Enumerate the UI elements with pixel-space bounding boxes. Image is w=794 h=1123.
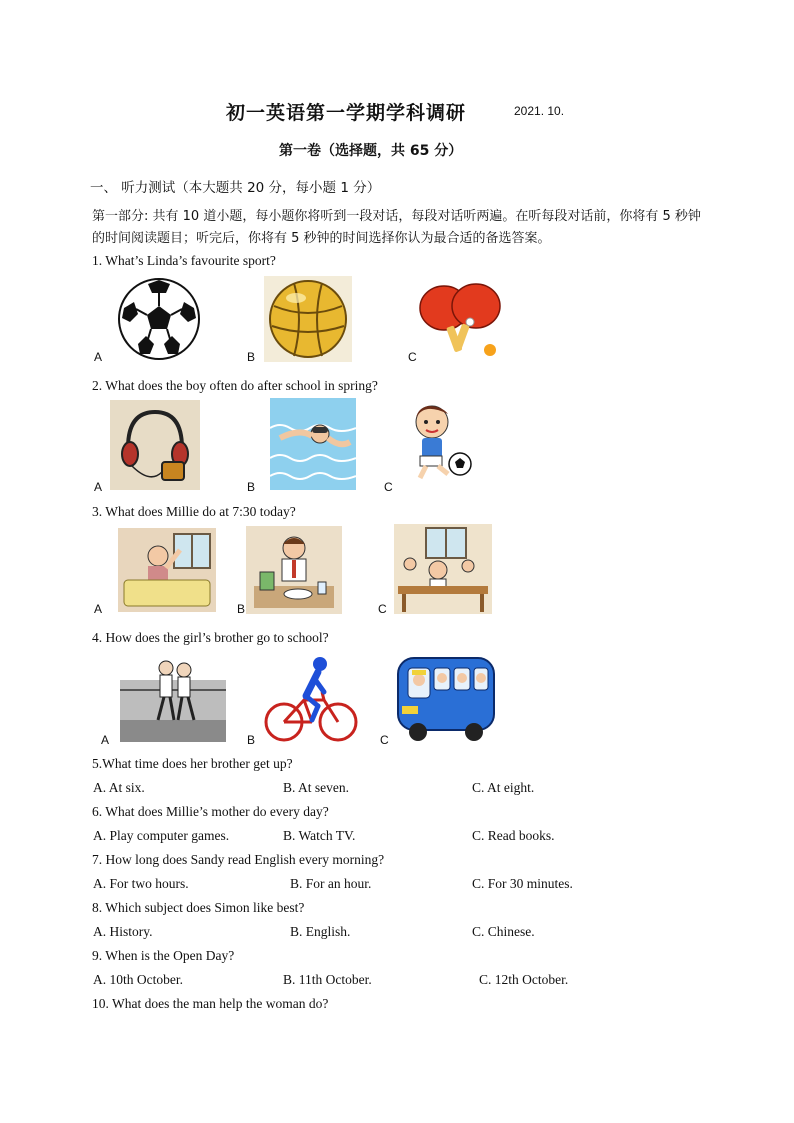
option-c: C. Read books. <box>472 828 555 843</box>
option-label-b: B <box>247 733 256 747</box>
option-a: A. Play computer games. <box>93 828 230 843</box>
bus-image <box>394 650 498 749</box>
waking-up-image <box>118 528 216 617</box>
option-c: C. Chinese. <box>472 924 535 939</box>
question-8: 8. Which subject does Simon like best? <box>92 900 305 915</box>
option-label-a: A <box>101 733 110 747</box>
option-b: B. At seven. <box>283 780 349 795</box>
option-label-c: C <box>408 350 417 364</box>
classroom-image <box>394 524 492 619</box>
swimming-image <box>270 398 356 495</box>
question-2: 2. What does the boy often do after school in spring? <box>92 378 378 393</box>
option-b: B. 11th October. <box>283 972 372 987</box>
question-10: 10. What does the man help the woman do? <box>92 996 329 1011</box>
option-label-c: C <box>378 602 387 616</box>
question-4: 4. How does the girl’s brother go to school? <box>92 630 329 645</box>
section-heading: 一、 听力测试（本大题共 20 分，每小题 1 分） <box>90 180 381 196</box>
table-tennis-image <box>414 280 506 365</box>
option-b: B. Watch TV. <box>283 828 356 843</box>
question-6: 6. What does Millie’s mother do every day? <box>92 804 329 819</box>
option-label-c: C <box>384 480 393 494</box>
walking-image <box>120 650 226 747</box>
option-c: C. 12th October. <box>479 972 569 987</box>
option-label-a: A <box>94 480 103 494</box>
exam-date: 2021. 10. <box>514 104 565 118</box>
option-a: A. History. <box>93 924 153 939</box>
question-5: 5.What time does her brother get up? <box>92 756 293 771</box>
section-intro: 第一部分: 共有 10 道小题，每小题你将听到一段对话，每段对话听两遍。在听每段对话前，你将有 5 秒钟的时间阅读题目；听完后，你将有 5 秒钟的时间选择你认为最合适的备选答案。 <box>92 209 701 246</box>
option-label-c: C <box>380 733 389 747</box>
cycling-image <box>262 654 360 749</box>
page-title: 初一英语第一学期学科调研 <box>226 102 467 124</box>
question-3: 3. What does Millie do at 7:30 today? <box>92 504 296 519</box>
option-a: A. At six. <box>93 780 145 795</box>
boy-playing-football-image <box>398 400 474 489</box>
option-c: C. At eight. <box>472 780 535 795</box>
breakfast-image <box>246 526 342 619</box>
option-b: B. For an hour. <box>290 876 372 891</box>
option-label-a: A <box>94 602 103 616</box>
option-label-a: A <box>94 350 103 364</box>
option-a: A. 10th October. <box>93 972 183 987</box>
option-label-b: B <box>237 602 246 616</box>
volume-heading: 第一卷（选择题，共 65 分） <box>279 143 463 159</box>
option-b: B. English. <box>290 924 351 939</box>
option-a: A. For two hours. <box>93 876 189 891</box>
headphones-image <box>110 400 200 495</box>
option-label-b: B <box>247 350 256 364</box>
volleyball-image <box>264 276 352 367</box>
question-7: 7. How long does Sandy read English every morning? <box>92 852 385 867</box>
soccer-ball-image <box>116 276 202 367</box>
option-c: C. For 30 minutes. <box>472 876 573 891</box>
option-label-b: B <box>247 480 256 494</box>
question-1: 1. What’s Linda’s favourite sport? <box>92 253 276 268</box>
question-9: 9. When is the Open Day? <box>92 948 235 963</box>
